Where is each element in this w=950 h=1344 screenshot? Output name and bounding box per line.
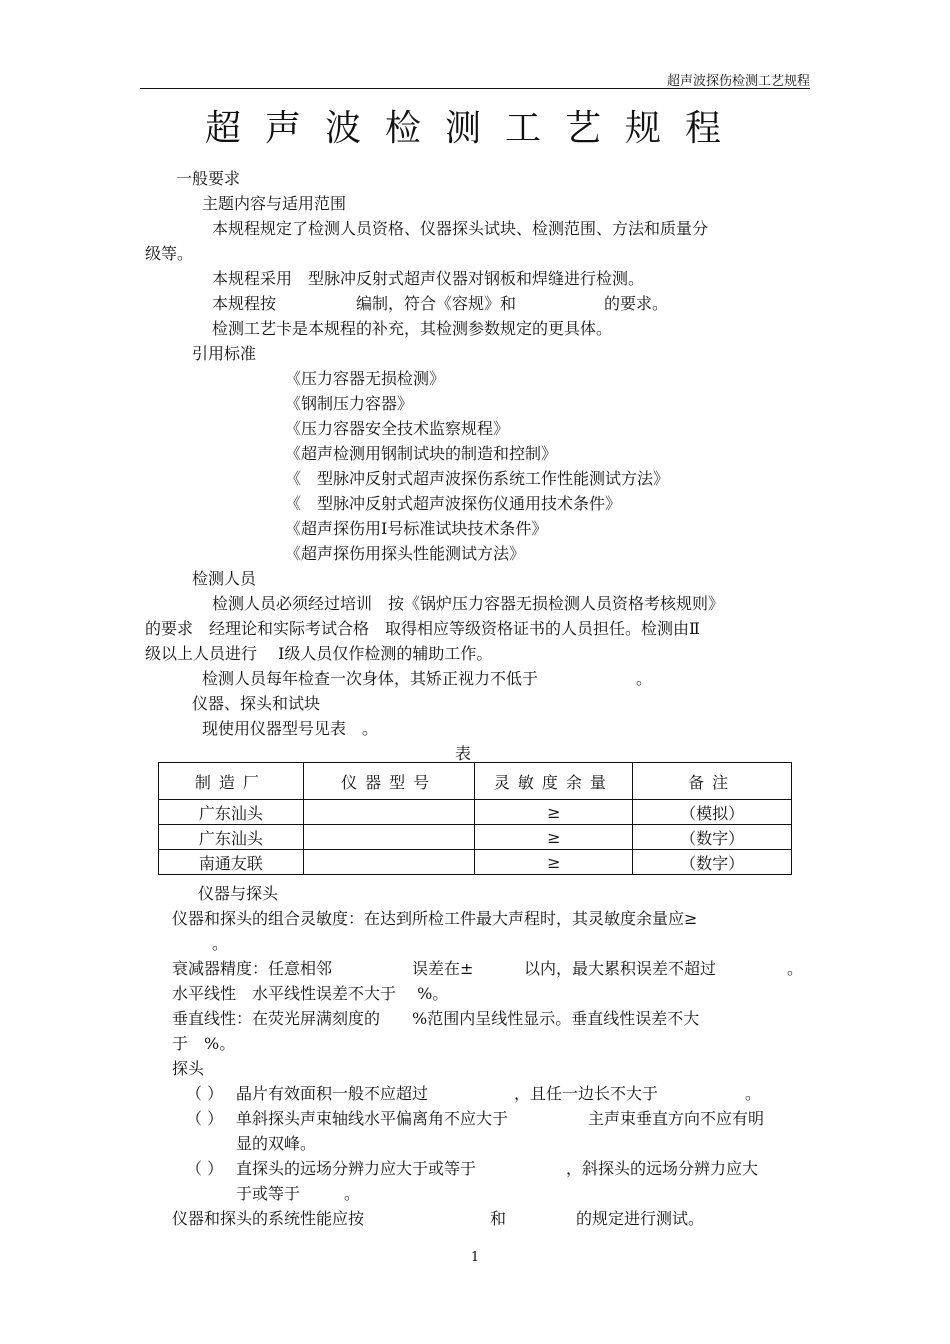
scope-paragraph-1-line-2: 级等。 — [145, 244, 194, 263]
scope-paragraph-3-c: 的要求。 — [604, 294, 669, 313]
cell-manufacturer: 广东汕头 — [159, 825, 304, 850]
system-performance-a: 仪器和探头的系统性能应按 — [172, 1209, 365, 1228]
vertical-linearity-line-1: 垂直线性：在荧光屏满刻度的 %范围内呈线性显示。垂直线性误差不大 — [172, 1009, 700, 1028]
probe-item-marker: （ ） — [186, 1084, 224, 1103]
scope-paragraph-1-line-1: 本规程规定了检测人员资格、仪器探头试块、检测范围、方法和质量分 — [212, 219, 709, 238]
table-header-row — [159, 763, 792, 800]
running-header: 超声波探伤检测工艺规程 — [666, 74, 810, 89]
scope-paragraph-2: 本规程采用 型脉冲反射式超声仪器对钢板和焊缝进行检测。 — [212, 269, 645, 288]
scope-heading: 主题内容与适用范围 — [202, 194, 347, 213]
cell-remarks: （数字） — [633, 825, 792, 850]
personnel-paragraph-2-b: 。 — [636, 669, 653, 688]
reference-item: 《超声探伤用探头性能测试方法》 — [285, 544, 526, 563]
probe-item-marker: （ ） — [186, 1159, 224, 1178]
attenuator-a: 衰减器精度：任意相邻 — [172, 959, 333, 978]
cell-manufacturer: 广东汕头 — [159, 800, 304, 825]
scope-paragraph-3-a: 本规程按 — [212, 294, 277, 313]
probe-item-2-b: 主声束垂直方向不应有明 — [588, 1109, 765, 1128]
scope-paragraph-4: 检测工艺卡是本规程的补充，其检测参数规定的更具体。 — [212, 319, 613, 338]
attenuator-b: 误差在± — [412, 959, 474, 978]
column-header-model: 仪器型号 — [303, 763, 475, 800]
reference-item: 《压力容器安全技术监察规程》 — [285, 419, 510, 438]
header-rule — [140, 88, 810, 89]
sensitivity-line-1: 仪器和探头的组合灵敏度：在达到所检工件最大声程时，其灵敏度余量应≥ — [172, 909, 698, 928]
page-title: 超声波检测工艺规程 — [204, 108, 745, 149]
table-row — [159, 825, 792, 850]
vertical-linearity-line-2: 于 %。 — [172, 1034, 236, 1053]
cell-remarks: （模拟） — [633, 800, 792, 825]
references-heading: 引用标准 — [192, 344, 257, 363]
cell-manufacturer: 南通友联 — [159, 850, 304, 875]
probe-item-2-a: 单斜探头声束轴线水平偏离角不应大于 — [236, 1109, 509, 1128]
probe-heading: 探头 — [172, 1059, 205, 1078]
probe-item-marker: （ ） — [186, 1109, 224, 1128]
page-number: 1 — [470, 1250, 480, 1265]
reference-item: 《超声探伤用Ⅰ号标准试块技术条件》 — [285, 519, 548, 538]
personnel-paragraph-1-line-1: 检测人员必须经过培训 按《锅炉压力容器无损检测人员资格考核规则》 — [212, 594, 725, 613]
system-performance-b: 和 — [490, 1209, 507, 1228]
instrument-table — [158, 762, 792, 875]
personnel-paragraph-1-line-3: 级以上人员进行 Ⅰ级人员仅作检测的辅助工作。 — [145, 644, 493, 663]
system-performance-c: 的规定进行测试。 — [576, 1209, 705, 1228]
probe-item-3-d: 。 — [344, 1184, 361, 1203]
table-row — [159, 800, 792, 825]
cell-remarks: （数字） — [633, 850, 792, 875]
probe-item-1-b: ，且任一边长不大于 — [514, 1084, 659, 1103]
probe-item-3-c: 于或等于 — [236, 1184, 301, 1203]
equipment-paragraph-1: 现使用仪器型号见表 。 — [202, 719, 379, 738]
probe-item-3-a: 直探头的远场分辨力应大于或等于 — [236, 1159, 477, 1178]
table-caption: 表 — [455, 744, 472, 763]
horizontal-linearity: 水平线性 水平线性误差不大于 %。 — [172, 984, 449, 1003]
probe-item-1-c: 。 — [745, 1084, 762, 1103]
personnel-heading: 检测人员 — [192, 569, 257, 588]
equipment-heading: 仪器、探头和试块 — [192, 694, 321, 713]
cell-model — [303, 850, 475, 875]
probe-item-1-a: 晶片有效面积一般不应超过 — [236, 1084, 429, 1103]
reference-item: 《 型脉冲反射式超声波探伤仪通用技术条件》 — [285, 494, 622, 513]
reference-item: 《 型脉冲反射式超声波探伤系统工作性能测试方法》 — [285, 469, 670, 488]
cell-sensitivity: ≥ — [475, 800, 633, 825]
column-header-remarks: 备注 — [633, 763, 792, 800]
sensitivity-line-2: 。 — [212, 934, 229, 953]
cell-sensitivity: ≥ — [475, 825, 633, 850]
attenuator-c: 以内，最大累积误差不超过 — [524, 959, 717, 978]
probe-item-3-b: ，斜探头的远场分辨力应大 — [566, 1159, 759, 1178]
section-general: 一般要求 — [176, 169, 241, 188]
probe-item-2-c: 显的双峰。 — [236, 1134, 317, 1153]
table-row — [159, 850, 792, 875]
attenuator-d: 。 — [787, 959, 804, 978]
cell-model — [303, 825, 475, 850]
reference-item: 《超声检测用钢制试块的制造和控制》 — [285, 444, 558, 463]
reference-item: 《压力容器无损检测》 — [285, 369, 446, 388]
column-header-manufacturer: 制造厂 — [159, 763, 304, 800]
personnel-paragraph-1-line-2: 的要求 经理论和实际考试合格 取得相应等级资格证书的人员担任。检测由Ⅱ — [145, 619, 700, 638]
column-header-sensitivity: 灵敏度余量 — [475, 763, 633, 800]
scope-paragraph-3-b: 编制，符合《容规》和 — [356, 294, 517, 313]
reference-item: 《钢制压力容器》 — [285, 394, 414, 413]
personnel-paragraph-2-a: 检测人员每年检查一次身体，其矫正视力不低于 — [202, 669, 539, 688]
instrument-probe-heading: 仪器与探头 — [198, 884, 279, 903]
cell-model — [303, 800, 475, 825]
cell-sensitivity: ≥ — [475, 850, 633, 875]
